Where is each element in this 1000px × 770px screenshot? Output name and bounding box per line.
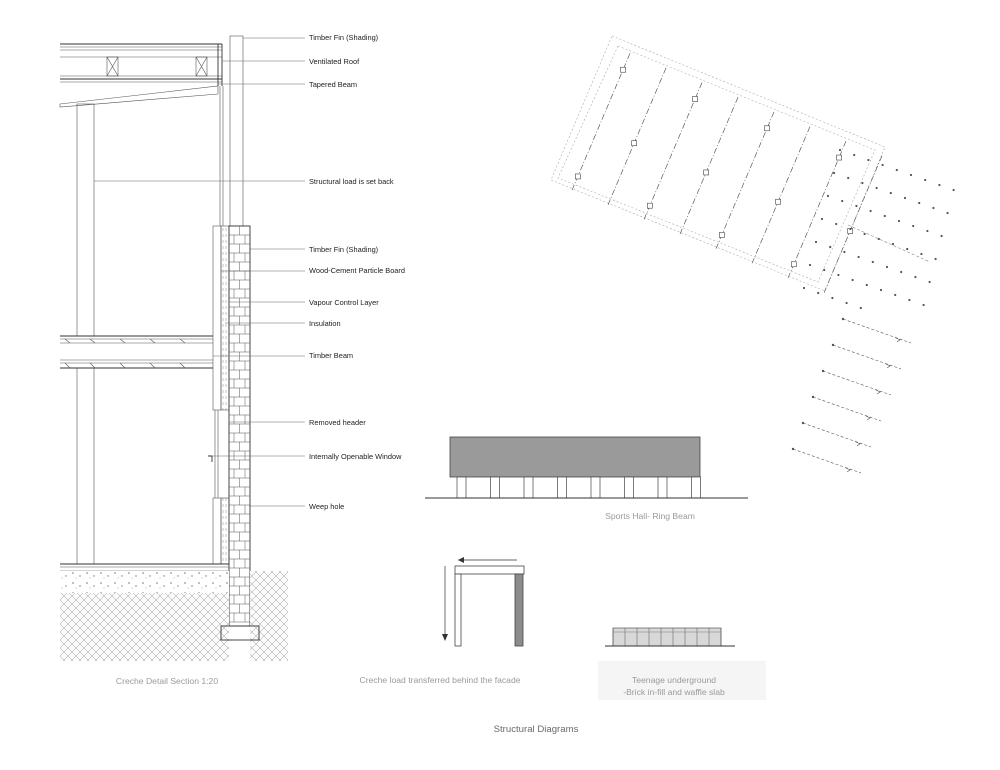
grid-point — [929, 281, 931, 283]
grid-point — [918, 202, 920, 204]
brick-outer-leaf — [229, 226, 250, 626]
hall-column — [591, 477, 600, 498]
grid-line — [788, 141, 846, 278]
load-arrow — [833, 345, 901, 369]
grid-point — [817, 292, 819, 294]
grid-point — [900, 271, 902, 273]
hall-column — [457, 477, 466, 498]
load-arrow-head — [896, 338, 900, 342]
grid-point — [953, 189, 955, 191]
column-marker — [621, 67, 626, 72]
load-arrow — [803, 423, 871, 447]
label-structural-load: Structural load is set back — [309, 177, 394, 186]
grid-point — [849, 228, 851, 230]
load-arrow-origin — [812, 396, 814, 398]
load-arrow-vertical — [442, 566, 448, 641]
hall-column — [491, 477, 500, 498]
grid-point — [867, 159, 869, 161]
grid-point — [906, 248, 908, 250]
grid-point — [855, 205, 857, 207]
load-arrow — [793, 449, 861, 473]
load-arrow-head — [846, 468, 850, 472]
caption-teenage-line1: Teenage underground — [631, 675, 717, 685]
timber-fin-upper — [230, 36, 243, 226]
timber-floor — [60, 336, 213, 368]
grid-point — [809, 264, 811, 266]
ring-beam — [450, 437, 700, 477]
column-marker — [704, 170, 709, 175]
grid-point — [884, 215, 886, 217]
caption-teenage-line2: -Brick in-fill and waffle slab — [623, 687, 725, 697]
grid-line — [572, 53, 630, 190]
steel-columns — [77, 104, 94, 564]
grid-point — [923, 304, 925, 306]
grid-point — [882, 164, 884, 166]
column-marker — [791, 262, 796, 267]
grid-point — [827, 195, 829, 197]
sports-hall-ring-beam-diagram — [425, 437, 748, 521]
grid-point — [886, 266, 888, 268]
grid-point — [860, 307, 862, 309]
grid-point — [898, 220, 900, 222]
grid-point — [864, 233, 866, 235]
load-arrow-horizontal — [458, 557, 517, 563]
column-marker — [719, 232, 724, 237]
load-arrow-origin — [832, 344, 834, 346]
grid-point — [941, 235, 943, 237]
grid-point — [815, 241, 817, 243]
hall-column — [692, 477, 701, 498]
hall-column — [558, 477, 567, 498]
hall-column — [524, 477, 533, 498]
grid-point — [908, 299, 910, 301]
column-marker — [632, 141, 637, 146]
grid-point — [835, 223, 837, 225]
label-removed-header: Removed header — [309, 418, 366, 427]
grid-point — [872, 261, 874, 263]
grid-lines — [572, 53, 882, 292]
grid-point — [926, 230, 928, 232]
column-marker — [647, 203, 652, 208]
load-arrow-head — [886, 364, 890, 368]
label-particle-board: Wood-Cement Particle Board — [309, 266, 405, 275]
load-arrow — [843, 319, 911, 343]
grid-point — [853, 154, 855, 156]
label-weep-hole: Weep hole — [309, 502, 345, 511]
label-tapered-beam: Tapered Beam — [309, 80, 358, 89]
load-arrow-head — [866, 416, 870, 420]
caption-section: Creche Detail Section 1:20 — [115, 676, 219, 686]
grid-point — [821, 218, 823, 220]
label-timber-fin-lower: Timber Fin (Shading) — [309, 245, 379, 254]
leader-lines — [94, 38, 305, 506]
grid-point — [880, 289, 882, 291]
hall-column — [658, 477, 667, 498]
column-marker — [776, 199, 781, 204]
grid-point — [890, 192, 892, 194]
grid-point — [910, 174, 912, 176]
ground-slab — [60, 564, 288, 661]
column-marker — [837, 155, 842, 160]
grid-point — [847, 177, 849, 179]
grid-line — [608, 68, 666, 205]
load-arrow-origin — [802, 422, 804, 424]
grid-point — [823, 269, 825, 271]
sheet-title: Structural Diagrams — [493, 724, 579, 735]
grid-point — [938, 184, 940, 186]
grid-line — [716, 112, 774, 249]
grid-point — [803, 287, 805, 289]
grid-line — [752, 127, 810, 264]
column-marker — [575, 174, 580, 179]
grid-point — [866, 284, 868, 286]
label-insulation: Insulation — [309, 319, 341, 328]
grid-point — [932, 207, 934, 209]
waffle-slab — [613, 628, 721, 646]
grid-point — [935, 258, 937, 260]
brick-infill-waffle-slab — [613, 628, 721, 646]
grid-point — [843, 251, 845, 253]
load-direction-arrows — [792, 318, 911, 473]
grid-point — [904, 197, 906, 199]
grid-line — [680, 97, 738, 234]
column-marker — [693, 97, 698, 102]
caption-sports-hall: Sports Hall- Ring Beam — [605, 511, 695, 521]
grid-point — [833, 172, 835, 174]
grid-point — [870, 210, 872, 212]
hall-column — [625, 477, 634, 498]
grid-point — [841, 200, 843, 202]
load-arrow-origin — [822, 370, 824, 372]
label-timber-beam: Timber Beam — [309, 351, 354, 360]
grid-point — [861, 182, 863, 184]
grid-point — [876, 187, 878, 189]
grid-point — [947, 212, 949, 214]
grid-line — [644, 83, 702, 220]
ventilated-roof — [60, 44, 222, 86]
grid-point — [846, 302, 848, 304]
section-labels — [309, 33, 405, 511]
grid-point — [924, 179, 926, 181]
column-grid-points — [575, 67, 954, 309]
hall-columns — [457, 477, 701, 498]
load-arrow — [823, 371, 891, 395]
grid-point — [837, 274, 839, 276]
label-vapour-control: Vapour Control Layer — [309, 298, 379, 307]
grid-point — [852, 279, 854, 281]
wall-build-up — [208, 226, 229, 564]
grid-line — [824, 156, 882, 293]
load-arrow-origin — [842, 318, 844, 320]
grid-point — [839, 149, 841, 151]
load-arrow — [813, 397, 881, 421]
creche-detail-section — [60, 33, 405, 686]
grid-point — [914, 276, 916, 278]
grid-point — [896, 169, 898, 171]
label-timber-fin-upper: Timber Fin (Shading) — [309, 33, 379, 42]
grid-point — [894, 294, 896, 296]
grid-point — [831, 297, 833, 299]
load-arrow-head — [876, 390, 880, 394]
caption-creche-load: Creche load transferred behind the facade — [359, 675, 521, 685]
grid-point — [912, 225, 914, 227]
column-marker — [765, 126, 770, 131]
grid-point — [829, 246, 831, 248]
label-ventilated-roof: Ventilated Roof — [309, 57, 360, 66]
grid-point — [892, 243, 894, 245]
load-arrow-head — [856, 442, 860, 446]
grid-point — [920, 253, 922, 255]
structural-grid-plan — [551, 36, 955, 473]
creche-load-diagram — [360, 557, 525, 685]
label-openable-window: Internally Openable Window — [309, 452, 402, 461]
teenage-underground-diagram — [598, 628, 766, 700]
grid-point — [858, 256, 860, 258]
load-arrow-origin — [792, 448, 794, 450]
